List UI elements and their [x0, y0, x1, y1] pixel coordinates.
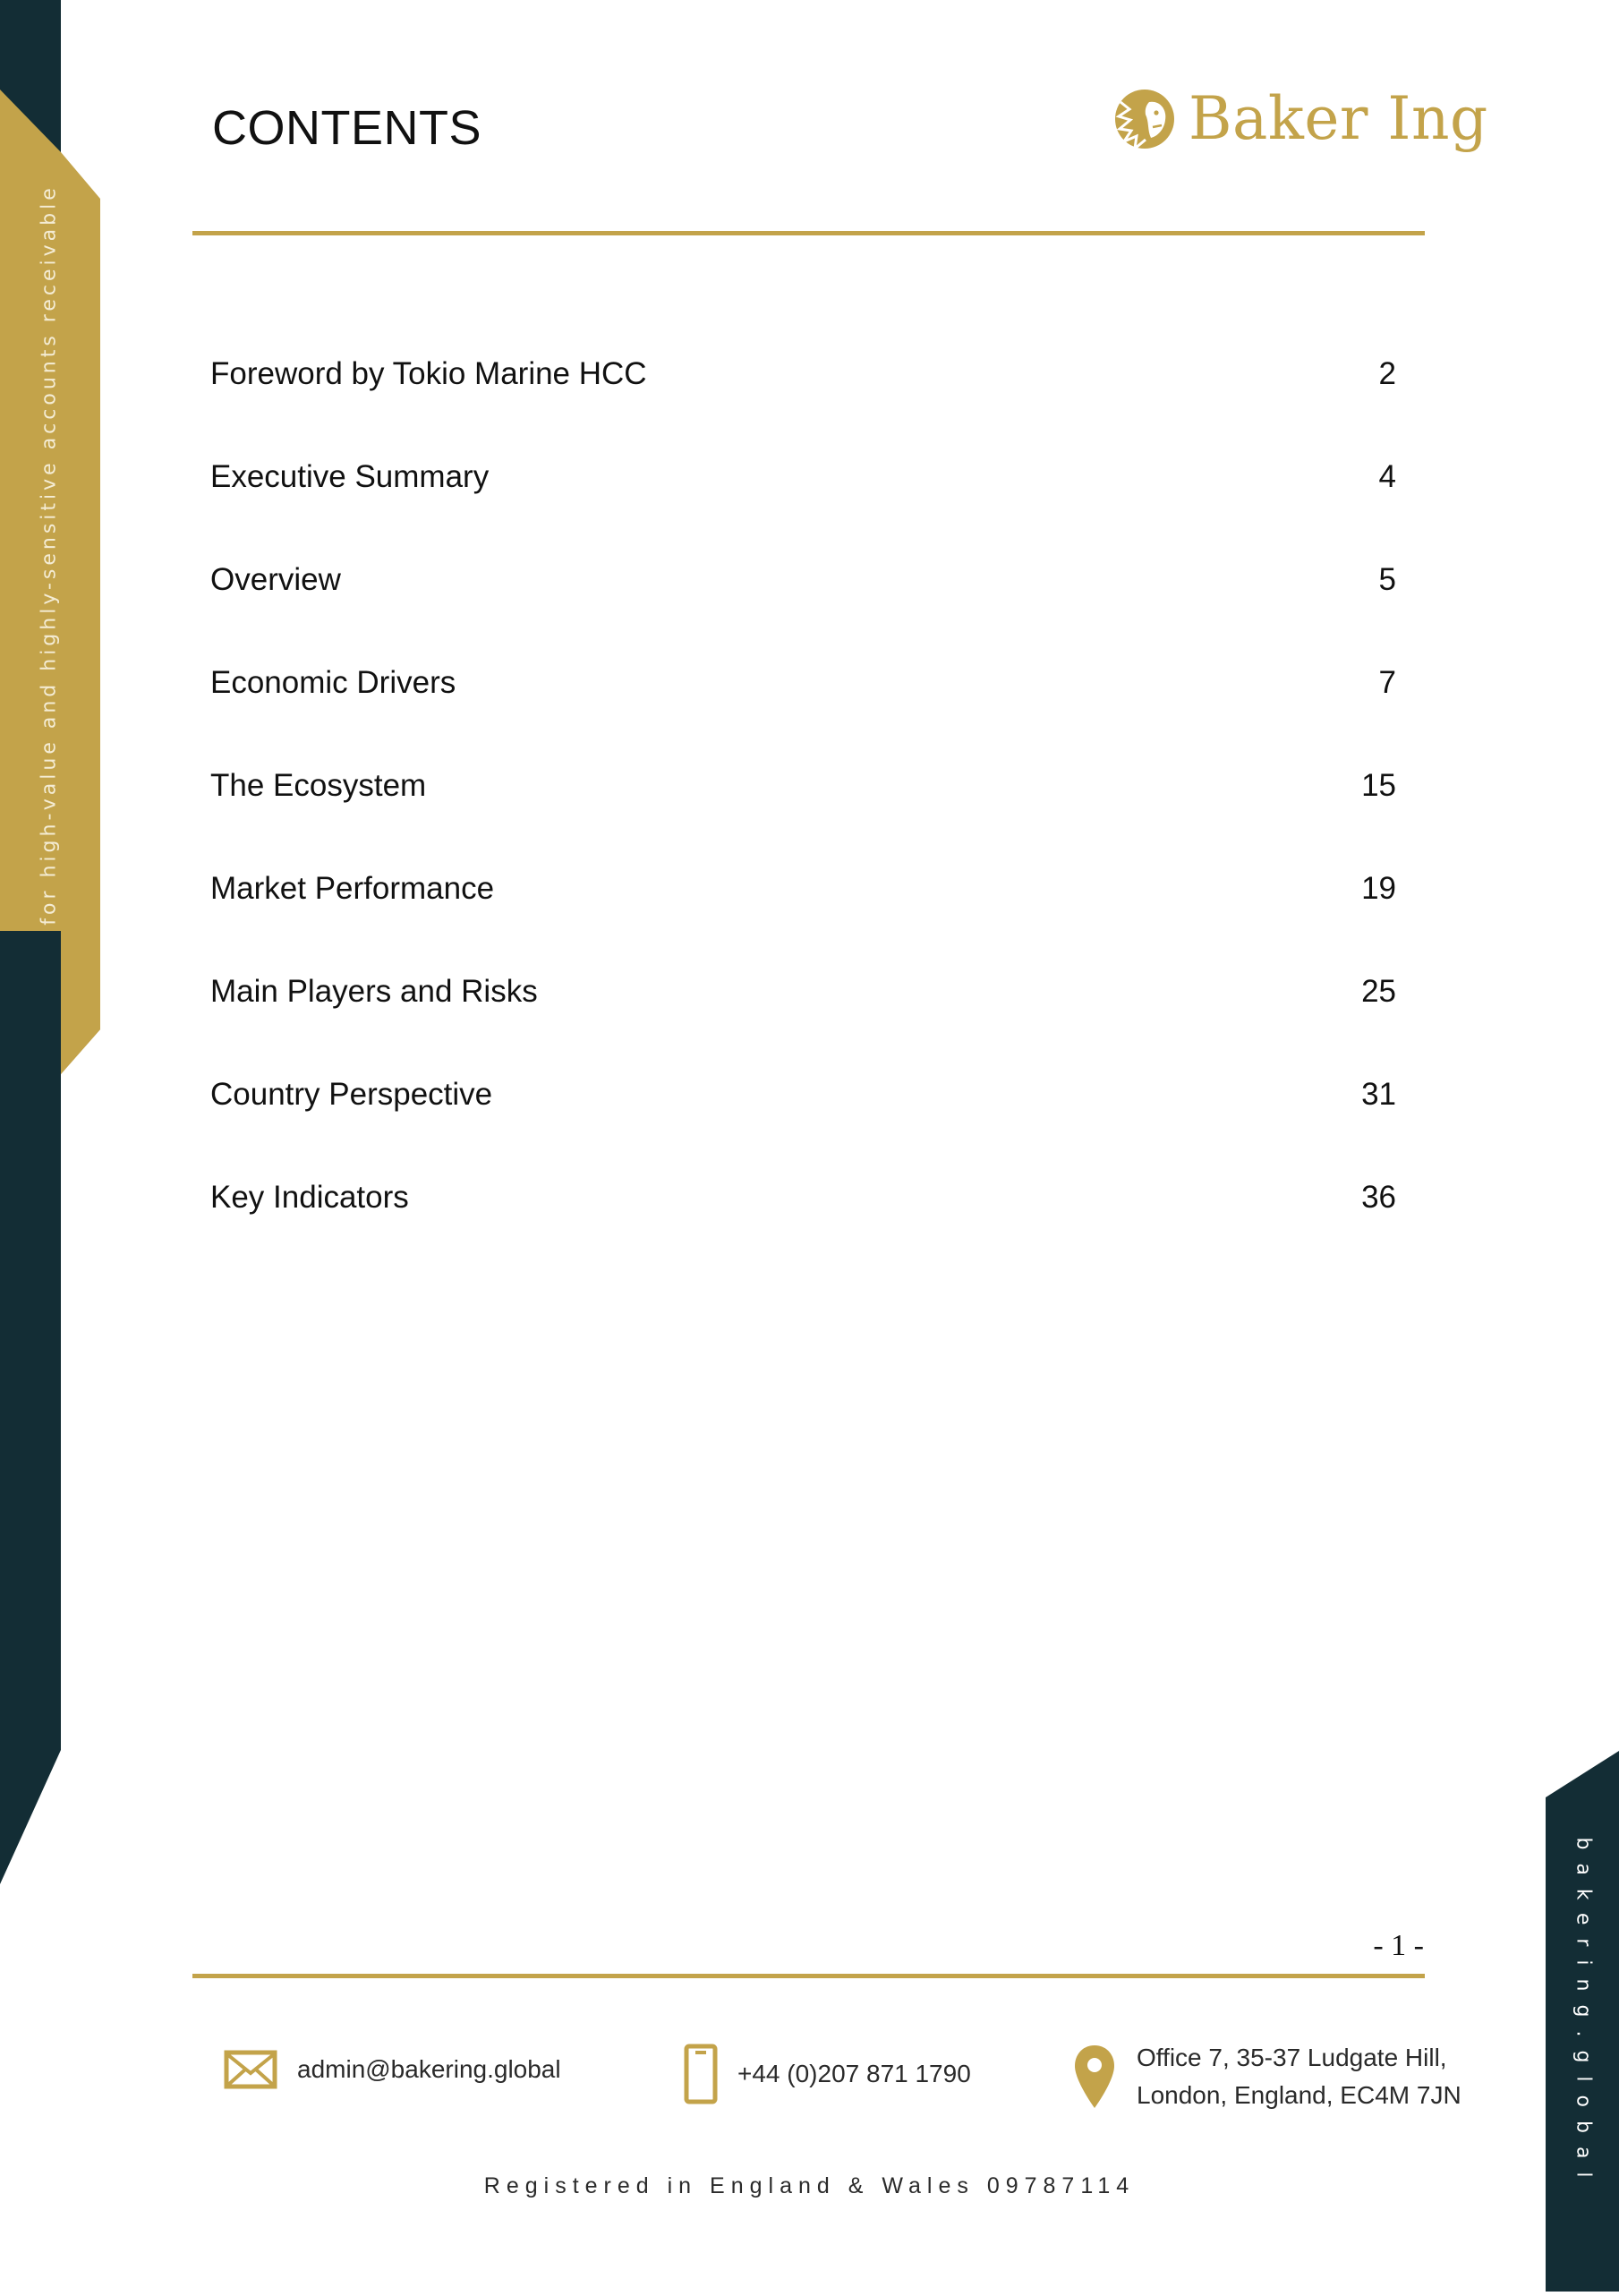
mobile-phone-icon [684, 2044, 718, 2104]
lion-head-icon [1108, 82, 1181, 156]
toc-title: Economic Drivers [210, 664, 456, 700]
footer-email [224, 2050, 561, 2089]
toc-entry-foreword[interactable] [210, 322, 1396, 425]
page-title: CONTENTS [212, 101, 481, 155]
sidebar-tagline: for high-value and highly-sensitive accounts receivable [38, 184, 61, 926]
toc-entry-key-indicators[interactable] [210, 1146, 1396, 1249]
toc-title: Overview [210, 561, 341, 597]
toc-page-number: 15 [1361, 767, 1396, 803]
toc-page-number: 5 [1378, 561, 1396, 597]
toc-page-number: 7 [1378, 664, 1396, 700]
toc-entry-economic-drivers[interactable] [210, 631, 1396, 734]
toc-title: The Ecosystem [210, 767, 427, 803]
toc-entry-executive-summary[interactable] [210, 425, 1396, 528]
brand-name: Baker Ing [1189, 84, 1488, 153]
toc-entry-overview[interactable] [210, 528, 1396, 631]
table-of-contents [210, 322, 1396, 1249]
address-line-2: London, England, EC4M 7JN [1137, 2081, 1461, 2109]
toc-entry-country-perspective[interactable] [210, 1043, 1396, 1146]
envelope-icon [224, 2050, 277, 2089]
location-pin-icon [1072, 2044, 1117, 2110]
toc-page-number: 2 [1378, 355, 1396, 391]
footer-address [1072, 2039, 1461, 2114]
toc-page-number: 4 [1378, 458, 1396, 494]
page-number: - 1 - [1373, 1929, 1424, 1962]
website-tagline: bakering.global [1572, 1837, 1595, 2191]
header-divider [192, 231, 1425, 235]
toc-title: Main Players and Risks [210, 973, 538, 1009]
toc-page-number: 36 [1361, 1179, 1396, 1215]
footer-phone [684, 2044, 971, 2104]
address-line-1: Office 7, 35-37 Ludgate Hill, [1137, 2044, 1447, 2071]
toc-entry-main-players[interactable] [210, 940, 1396, 1043]
toc-title: Country Perspective [210, 1076, 493, 1112]
brand-logo [1108, 79, 1488, 159]
toc-page-number: 25 [1361, 973, 1396, 1009]
toc-entry-ecosystem[interactable] [210, 734, 1396, 837]
toc-title: Market Performance [210, 870, 495, 906]
footer-divider [192, 1974, 1425, 1978]
company-registration: Registered in England & Wales 09787114 [483, 2173, 1136, 2198]
toc-title: Key Indicators [210, 1179, 409, 1215]
email-link[interactable]: admin@bakering.global [297, 2055, 561, 2083]
phone-number[interactable]: +44 (0)207 871 1790 [737, 2060, 971, 2087]
toc-entry-market-performance[interactable] [210, 837, 1396, 940]
toc-title: Foreword by Tokio Marine HCC [210, 355, 647, 391]
toc-page-number: 31 [1361, 1076, 1396, 1112]
toc-title: Executive Summary [210, 458, 490, 494]
toc-page-number: 19 [1361, 870, 1396, 906]
address-text [1137, 2039, 1461, 2114]
